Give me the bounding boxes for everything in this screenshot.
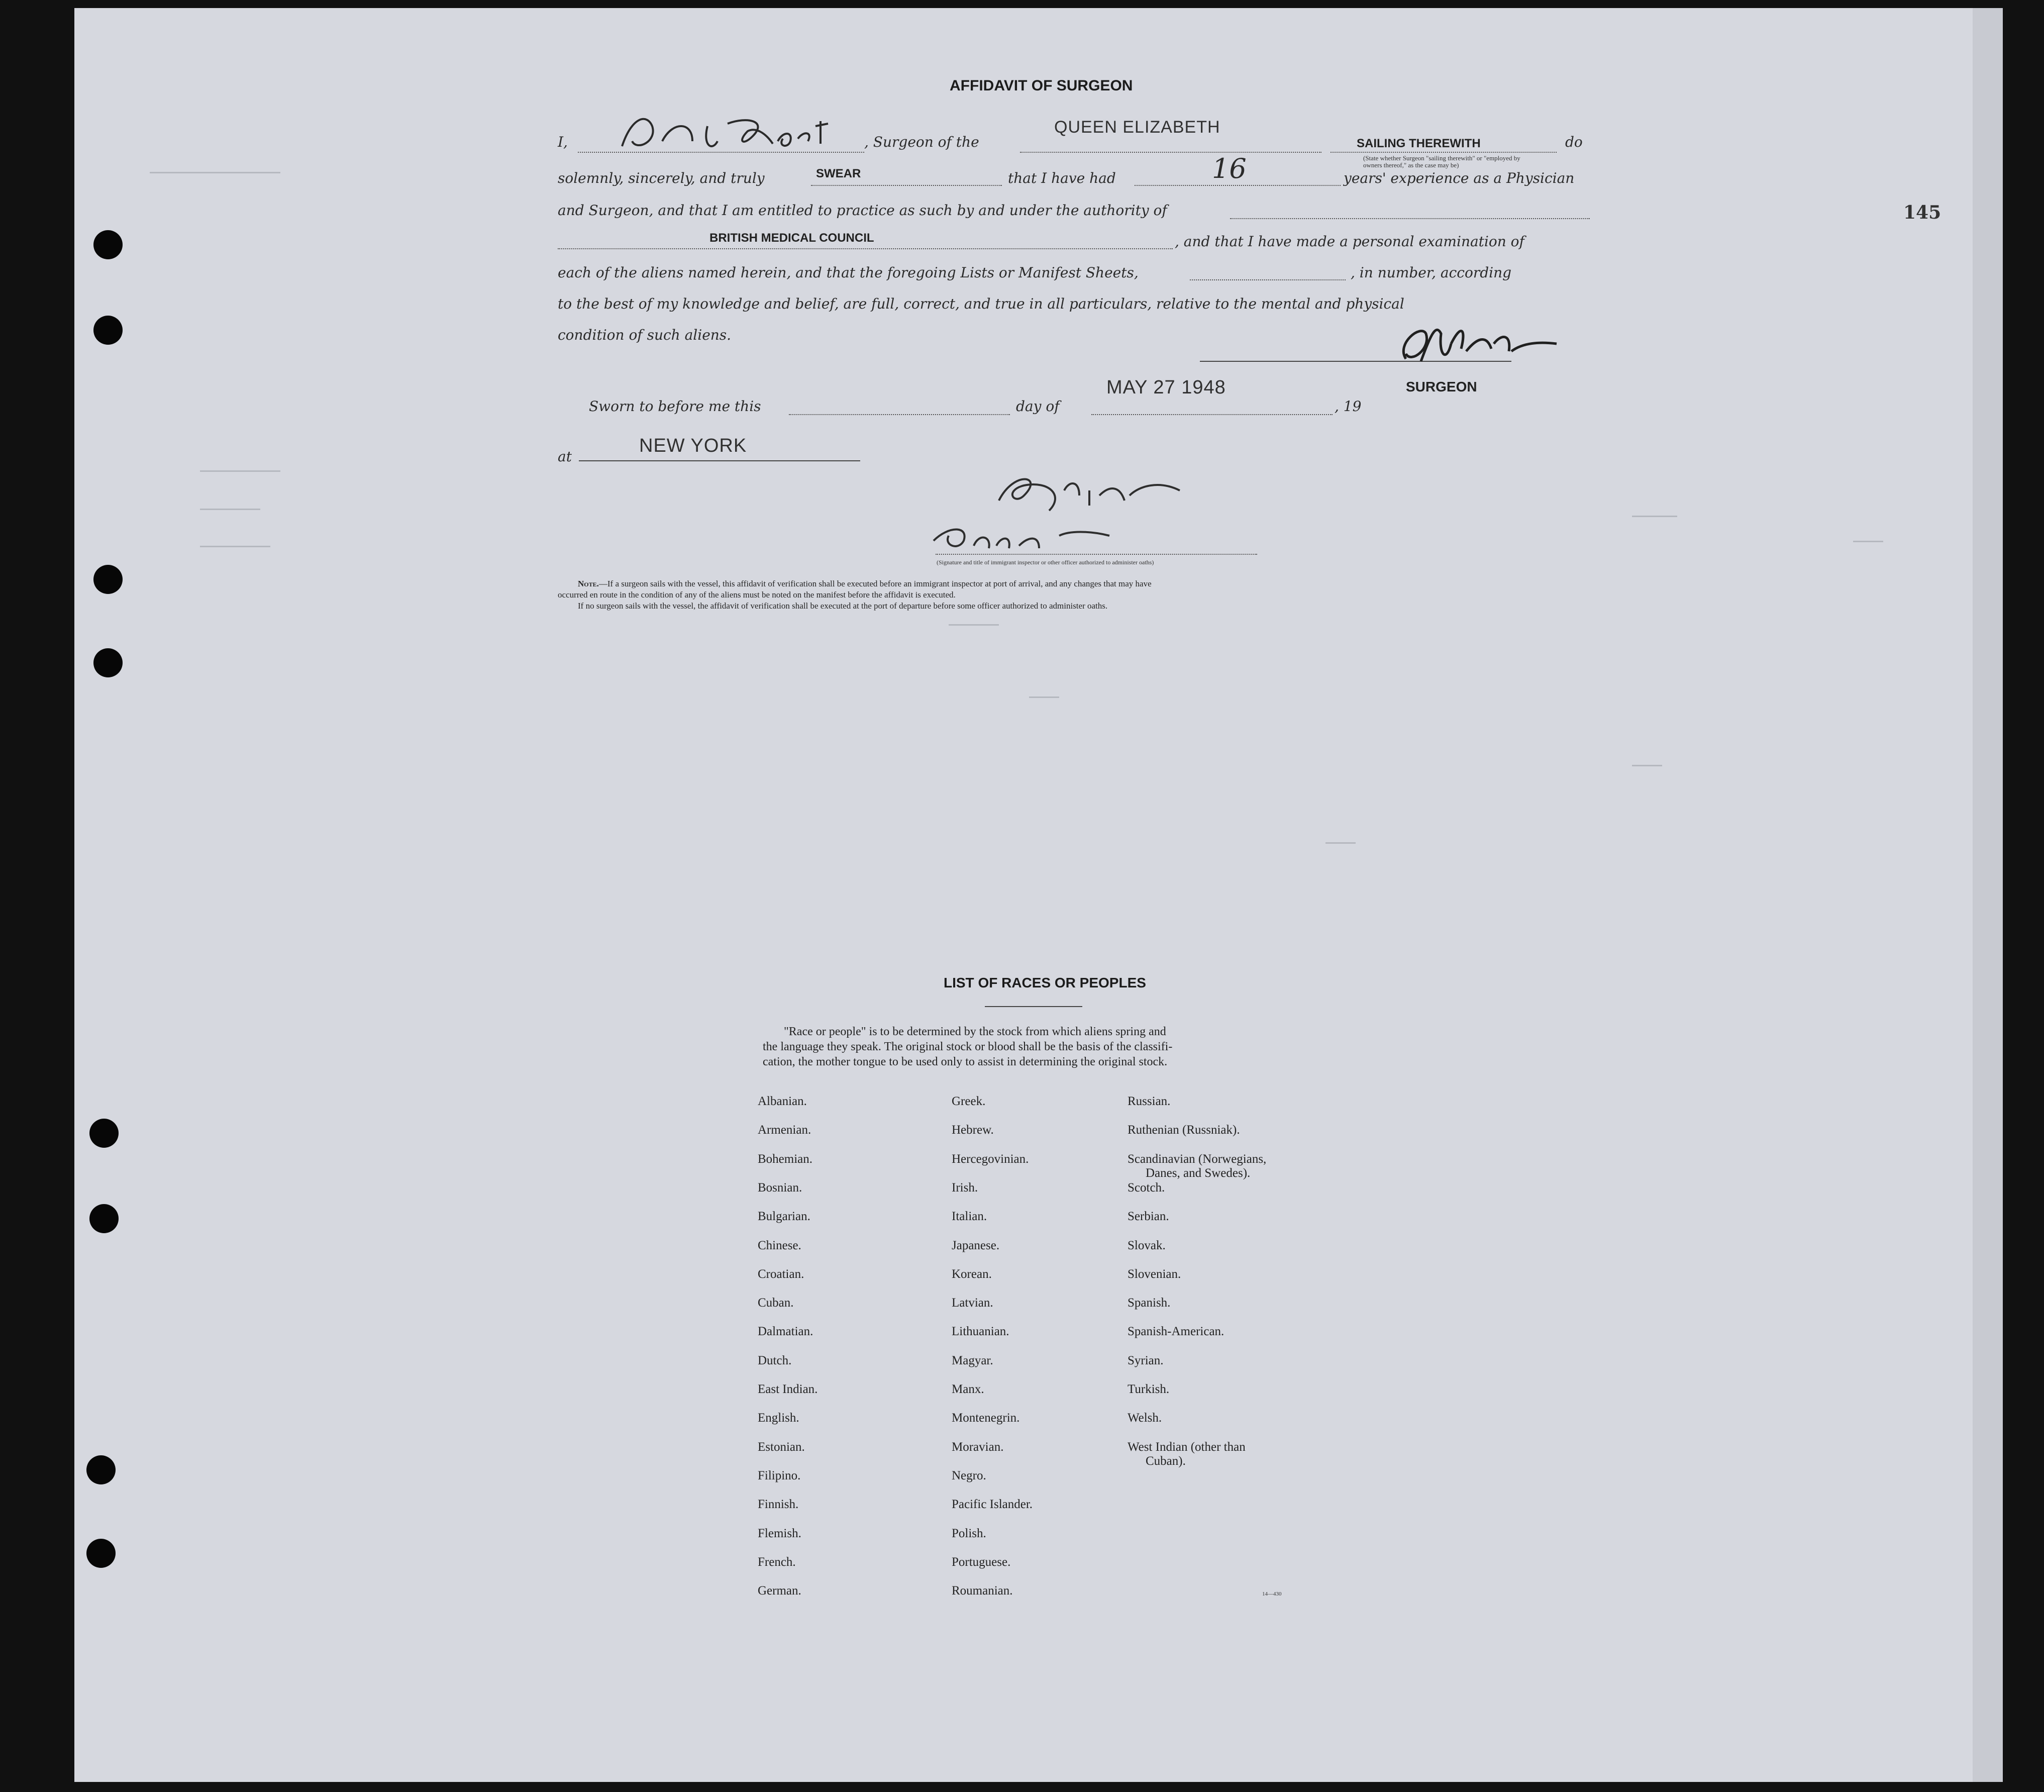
oath-word: SWEAR xyxy=(816,167,861,180)
race-item: Greek. xyxy=(952,1094,986,1108)
race-item: English. xyxy=(758,1411,799,1425)
race-item: West Indian (other than xyxy=(1128,1440,1246,1454)
oath-line xyxy=(811,185,1002,186)
race-item: Cuban. xyxy=(758,1296,794,1310)
race-item: German. xyxy=(758,1584,801,1598)
binder-hole xyxy=(93,316,123,345)
form-code: 14—430 xyxy=(1262,1591,1282,1597)
race-item: Lithuanian. xyxy=(952,1325,1009,1339)
affidavit-text: that I have had xyxy=(1008,170,1116,186)
note-line-1 xyxy=(578,579,1152,589)
race-item: Estonian. xyxy=(758,1440,805,1454)
race-item: Moravian. xyxy=(952,1440,1004,1454)
inspector-caption: (Signature and title of immigrant inspector or other officer authorized to administer oaths) xyxy=(937,559,1154,566)
race-item: Finnish. xyxy=(758,1498,799,1512)
race-item: Slovenian. xyxy=(1128,1267,1181,1281)
races-intro-1: "Race or people" is to be determined by the stock from which aliens spring and xyxy=(784,1025,1166,1038)
vessel-line xyxy=(1020,152,1321,153)
binder-hole xyxy=(89,1204,119,1233)
race-item: Chinese. xyxy=(758,1238,801,1252)
affidavit-text: , 19 xyxy=(1335,398,1362,415)
races-intro-2: the language they speak. The original stock or blood shall be the basis of the classifi- xyxy=(763,1040,1173,1053)
binder-hole xyxy=(86,1455,116,1484)
sworn-day-line xyxy=(789,414,1010,415)
surgeon-name-text: S.N. Roost xyxy=(617,104,660,113)
binder-hole xyxy=(86,1539,116,1568)
race-item: Scotch. xyxy=(1128,1180,1165,1194)
race-item: Danes, and Swedes). xyxy=(1146,1166,1251,1180)
affidavit-text: , in number, according xyxy=(1351,264,1512,281)
bleed-through-mark xyxy=(1632,516,1677,517)
affidavit-text: do xyxy=(1565,134,1583,150)
race-item: Bosnian. xyxy=(758,1180,802,1194)
race-item: Spanish-American. xyxy=(1128,1325,1224,1339)
surgeon-signature xyxy=(1391,314,1562,381)
races-title: LIST OF RACES OR PEOPLES xyxy=(944,975,1146,990)
bleed-through-mark xyxy=(1853,541,1883,542)
affidavit-text: Sworn to before me this xyxy=(589,398,761,415)
sheets-count-line xyxy=(1190,279,1346,280)
authority-line-top xyxy=(1230,218,1590,219)
race-item: Portuguese. xyxy=(952,1555,1011,1569)
race-item: Croatian. xyxy=(758,1267,804,1281)
race-item: Spanish. xyxy=(1128,1296,1171,1310)
bleed-through-mark xyxy=(1029,696,1059,698)
race-item: Serbian. xyxy=(1128,1210,1169,1224)
race-item: Armenian. xyxy=(758,1123,811,1137)
affidavit-text: condition of such aliens. xyxy=(558,327,732,343)
race-item: Italian. xyxy=(952,1210,987,1224)
race-item: Bulgarian. xyxy=(758,1210,810,1224)
inspector-signature-line xyxy=(936,554,1257,555)
page-number: 145 xyxy=(1903,202,1941,223)
race-item: Turkish. xyxy=(1128,1382,1170,1396)
race-item: Magyar. xyxy=(952,1353,993,1367)
race-item: Syrian. xyxy=(1128,1353,1164,1367)
race-item: Russian. xyxy=(1128,1094,1171,1108)
place-line xyxy=(579,460,860,461)
note-line-3: If no surgeon sails with the vessel, the affidavit of verification shall be executed at the port of departure before some officer authorized to administer oaths. xyxy=(578,601,1108,611)
sworn-month-line xyxy=(1091,414,1333,415)
race-item: Polish. xyxy=(952,1526,986,1540)
race-item: Manx. xyxy=(952,1382,984,1396)
binder-hole xyxy=(93,648,123,677)
note-text: —If a surgeon sails with the vessel, this affidavit of verification shall be executed before an immigrant inspector at port of arrival, and any changes that may have xyxy=(598,579,1152,588)
authority-line xyxy=(558,248,1173,249)
race-item: Roumanian. xyxy=(952,1584,1013,1598)
affidavit-text: at xyxy=(558,448,572,465)
race-item: Irish. xyxy=(952,1180,978,1194)
race-item: Welsh. xyxy=(1128,1411,1162,1425)
race-item: East Indian. xyxy=(758,1382,818,1396)
race-item: Latvian. xyxy=(952,1296,993,1310)
race-item: Negro. xyxy=(952,1468,986,1482)
race-item: Albanian. xyxy=(758,1094,807,1108)
place-stamp: NEW YORK xyxy=(639,435,747,456)
race-item: Hercegovinian. xyxy=(952,1152,1029,1166)
race-item: Hebrew. xyxy=(952,1123,994,1137)
sailing-status: SAILING THEREWITH xyxy=(1357,137,1481,150)
document-page xyxy=(74,8,2003,1782)
race-item: Scandinavian (Norwegians, xyxy=(1128,1152,1267,1166)
race-item: Ruthenian (Russniak). xyxy=(1128,1123,1240,1137)
affidavit-text: each of the aliens named herein, and that the foregoing Lists or Manifest Sheets, xyxy=(558,264,1139,281)
bleed-through-mark xyxy=(200,509,260,510)
note-label: Note. xyxy=(578,579,599,588)
binder-hole xyxy=(89,1119,119,1148)
race-item: Korean. xyxy=(952,1267,992,1281)
race-item: French. xyxy=(758,1555,796,1569)
binder-hole xyxy=(93,565,123,594)
race-item: Bohemian. xyxy=(758,1152,813,1166)
race-item: Montenegrin. xyxy=(952,1411,1020,1425)
affidavit-text: , and that I have made a personal examination of xyxy=(1175,233,1524,250)
bleed-through-mark xyxy=(1632,765,1662,766)
affidavit-text: to the best of my knowledge and belief, are full, correct, and true in all particulars, relative to the mental and physical xyxy=(558,295,1404,312)
affidavit-title: AFFIDAVIT OF SURGEON xyxy=(950,77,1133,94)
affidavit-text: , Surgeon of the xyxy=(864,134,979,150)
affidavit-text: I, xyxy=(558,134,568,150)
bleed-through-mark xyxy=(200,546,270,547)
race-item: Pacific Islander. xyxy=(952,1498,1033,1512)
years-count: 16 xyxy=(1212,153,1247,184)
race-item: Filipino. xyxy=(758,1468,801,1482)
race-item: Japanese. xyxy=(952,1238,1000,1252)
affidavit-text: and Surgeon, and that I am entitled to practice as such by and under the authority of xyxy=(558,202,1167,219)
binder-hole xyxy=(93,230,123,259)
date-stamp: MAY 27 1948 xyxy=(1106,377,1226,398)
years-line xyxy=(1135,185,1341,186)
note-line-2: occurred en route in the condition of any of the aliens must be noted on the manifest before the affidavit is executed. xyxy=(558,590,956,600)
bleed-through-mark xyxy=(1325,842,1356,844)
race-item: Dalmatian. xyxy=(758,1325,813,1339)
race-item: Slovak. xyxy=(1128,1238,1166,1252)
race-item: Flemish. xyxy=(758,1526,801,1540)
affidavit-text: solemnly, sincerely, and truly xyxy=(558,170,765,186)
affidavit-text: years' experience as a Physician xyxy=(1344,170,1575,186)
bleed-through-mark xyxy=(150,172,280,173)
races-intro-3: cation, the mother tongue to be used only to assist in determining the original stock. xyxy=(763,1055,1168,1068)
licensing-authority: BRITISH MEDICAL COUNCIL xyxy=(709,231,874,245)
bleed-through-mark xyxy=(200,470,280,472)
surgeon-label: SURGEON xyxy=(1406,379,1477,394)
inspector-signature xyxy=(898,460,1220,573)
bleed-through-mark xyxy=(949,624,999,626)
race-item: Dutch. xyxy=(758,1353,792,1367)
status-line xyxy=(1331,152,1557,153)
page-edge xyxy=(1973,8,2003,1782)
surgeon-name-signature xyxy=(617,104,853,158)
vessel-name: QUEEN ELIZABETH xyxy=(1054,118,1220,137)
status-hint: (State whether Surgeon "sailing therewith" or "employed by owners thereof," as the case may be) xyxy=(1363,154,1520,169)
affidavit-text: day of xyxy=(1016,398,1060,415)
race-item: Cuban). xyxy=(1146,1454,1186,1468)
races-title-rule xyxy=(985,1006,1082,1007)
